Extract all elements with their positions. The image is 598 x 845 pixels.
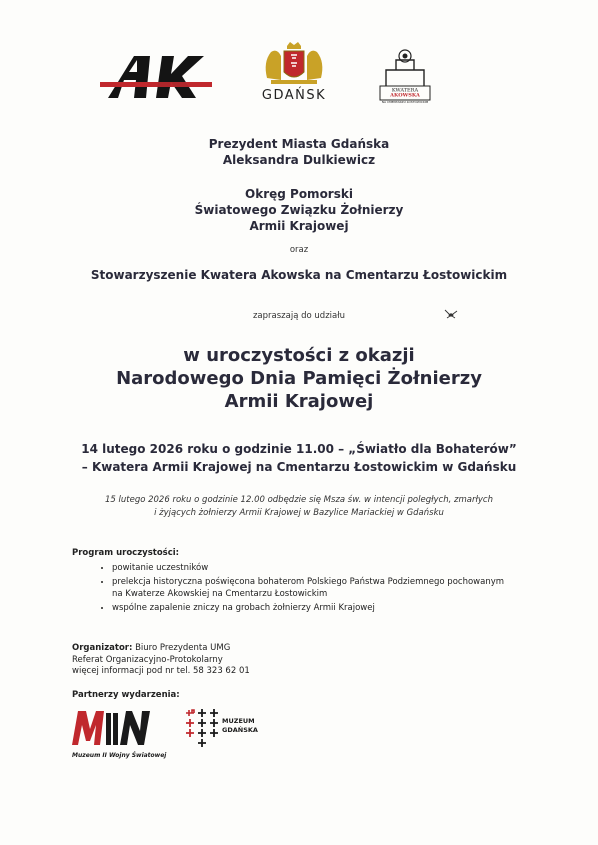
program-item-text: prelekcja historyczna poświęcona bohaterom Polskiego Państwa Podziemnego pochowanym — [112, 576, 505, 587]
mass-line2: i żyjących żołnierzy Armii Krajowej w Bazylice Mariackiej w Gdańsku — [154, 508, 444, 518]
kwatera-logo-line2: AKOWSKA — [390, 92, 420, 99]
ak-logo — [100, 54, 212, 100]
crosses-icon — [186, 710, 194, 737]
headline-line1: w uroczystości z okazji — [183, 345, 415, 366]
program-list — [72, 562, 542, 614]
invite-text: zapraszają do udziału — [252, 311, 346, 321]
org2-line2: Światowego Związku Żołnierzy — [194, 203, 404, 217]
organizer-label: Organizator: — [72, 643, 133, 653]
mg-line2: GDAŃSKA — [222, 726, 258, 734]
kwatera-logo-line1: KWATERA — [391, 87, 419, 94]
fly-speck-icon — [444, 309, 458, 319]
mass-info — [0, 494, 598, 520]
event-line2: – Kwatera Armii Krajowej na Cmentarzu Łostowickim w Gdańsku — [81, 460, 517, 474]
event-line1: 14 lutego 2026 roku o godzinie 11.00 – „Światło dla Bohaterów” — [81, 442, 517, 456]
muzeum-gdanska-logo — [182, 707, 262, 757]
headline-line3: Armii Krajowej — [224, 391, 374, 412]
org1-line2: Aleksandra Dulkiewicz — [222, 153, 376, 167]
org1-line1: Prezydent Miasta Gdańska — [208, 137, 390, 151]
partners-label: Partnerzy wydarzenia: — [72, 690, 180, 700]
organizer-block-3: Stowarzyszenie Kwatera Akowska na Cmentarzu Łostowickim — [90, 268, 508, 282]
black-crosses-icon — [198, 709, 218, 747]
program-item-text-cont: na Kwaterze Akowskiej na Cmentarzu Łostowickim — [112, 589, 328, 599]
kwatera-akowska-logo — [370, 46, 440, 104]
program-title: Program uroczystości: — [72, 548, 180, 558]
organizer-name: Biuro Prezydenta UMG — [135, 643, 231, 653]
event-headline — [0, 344, 598, 413]
program-item — [112, 576, 542, 601]
organizer-block-2 — [0, 186, 598, 234]
headline-line2: Narodowego Dnia Pamięci Żołnierzy — [116, 368, 482, 389]
organizer-info — [72, 643, 250, 678]
gdansk-logo — [254, 42, 334, 106]
event-details — [0, 440, 598, 476]
kwatera-logo-line3: NA CMENTARZU ŁOSTOWICKIM — [381, 100, 429, 104]
program-item: • wspólne zapalenie zniczy na grobach żołnierzy Armii Krajowej — [112, 602, 542, 615]
org2-line3: Armii Krajowej — [249, 219, 349, 233]
mass-line1: 15 lutego 2026 roku o godzinie 12.00 odbędzie się Msza św. w intencji poległych, zmarłych — [104, 495, 493, 505]
gdansk-crest-icon — [259, 42, 329, 86]
muzeum2-caption: Muzeum II Wojny Światowej — [72, 752, 167, 759]
organizer-block-1 — [0, 136, 598, 168]
program-item: • powitanie uczestników — [112, 562, 542, 575]
organizer-line2: Referat Organizacyjno-Protokolarny — [72, 654, 223, 665]
muzeum-ii-wojny-logo — [70, 705, 167, 765]
organizer-line3: więcej informacji pod nr tel. 58 323 62 01 — [72, 666, 250, 676]
gdansk-city-name: GDAŃSK — [261, 88, 327, 103]
program-section — [72, 548, 542, 615]
org2-line1: Okręg Pomorski — [245, 187, 353, 201]
mg-line1: MUZEUM — [222, 717, 255, 725]
oraz-text: oraz — [289, 245, 309, 255]
